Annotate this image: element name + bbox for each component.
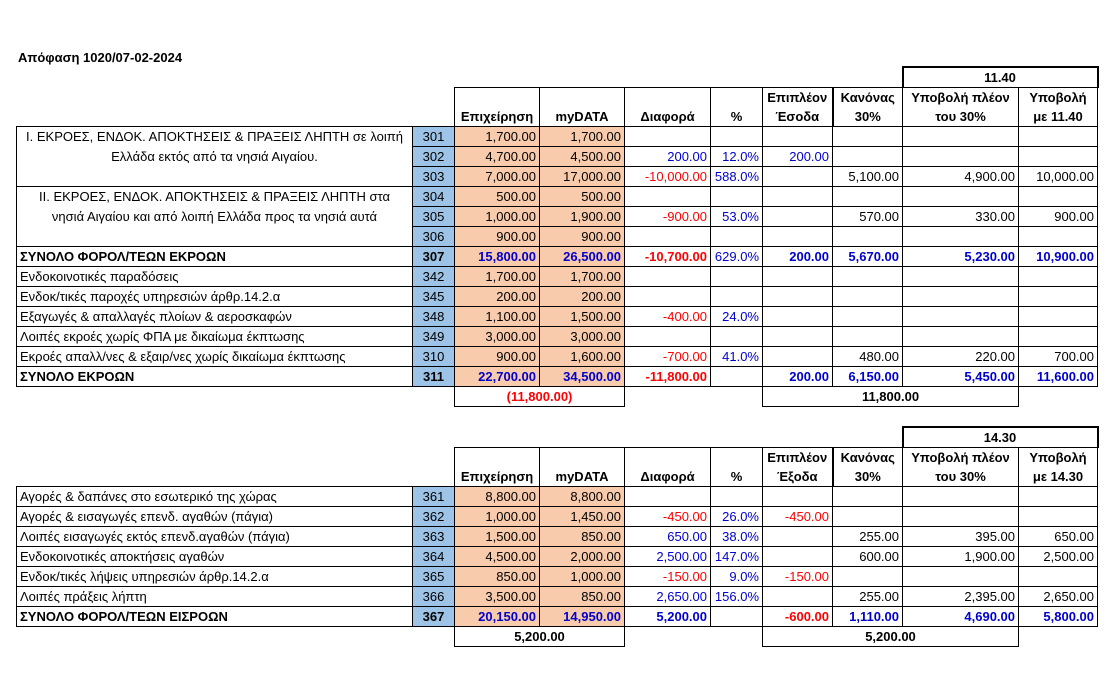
business-value: 3,500.00 xyxy=(455,587,540,607)
mydata-value: 1,450.00 xyxy=(540,507,625,527)
extra-value: 200.00 xyxy=(763,247,833,267)
row-code: 363 xyxy=(413,527,455,547)
row-description: Αγορές & εισαγωγές επενδ. αγαθών (πάγια) xyxy=(17,507,413,527)
table-row xyxy=(17,587,1098,607)
over30-value: 1,900.00 xyxy=(903,547,1019,567)
mydata-value: 1,600.00 xyxy=(540,347,625,367)
group-line-1: ΙΙ. ΕΚΡΟΕΣ, ΕΝΔΟΚ. ΑΠΟΚΤΗΣΕΙΣ & ΠΡΑΞΕΙΣ ΛΗΠΤΗ στα xyxy=(39,189,390,204)
submit-value xyxy=(1019,287,1098,307)
table-row xyxy=(17,547,1098,567)
row-code: 364 xyxy=(413,547,455,567)
difference-value: -150.00 xyxy=(625,567,711,587)
header-submit-top: Υποβολή xyxy=(1019,448,1098,468)
group-line-1: Ι. ΕΚΡΟΕΣ, ΕΝΔΟΚ. ΑΠΟΚΤΗΣΕΙΣ & ΠΡΑΞΕΙΣ ΛΗΠΤΗ σε λοιπή xyxy=(26,129,403,144)
over30-value: 330.00 xyxy=(903,207,1019,227)
difference-value: 650.00 xyxy=(625,527,711,547)
mydata-value: 17,000.00 xyxy=(540,167,625,187)
rule30-value: 570.00 xyxy=(833,207,903,227)
table-row xyxy=(17,527,1098,547)
extra-value xyxy=(763,587,833,607)
table-row xyxy=(17,507,1098,527)
mydata-value: 1,000.00 xyxy=(540,567,625,587)
business-value: 1,000.00 xyxy=(455,507,540,527)
percent-value xyxy=(711,327,763,347)
business-value: 15,800.00 xyxy=(455,247,540,267)
header-submit: με 11.40 xyxy=(1019,107,1098,127)
mydata-value: 14,950.00 xyxy=(540,607,625,627)
rate-row xyxy=(17,427,1098,448)
over30-value xyxy=(903,327,1019,347)
header-rule-top: Κανόνας xyxy=(833,448,903,468)
rule30-value xyxy=(833,567,903,587)
business-value: 22,700.00 xyxy=(455,367,540,387)
page-title: Απόφαση 1020/07-02-2024 xyxy=(18,50,183,65)
header-difference: Διαφορά xyxy=(625,107,711,127)
percent-value xyxy=(711,127,763,147)
extra-value: -450.00 xyxy=(763,507,833,527)
mydata-value: 850.00 xyxy=(540,527,625,547)
group-description xyxy=(17,187,413,247)
header-extra-top: Επιπλέον xyxy=(763,448,833,468)
submit-value xyxy=(1019,127,1098,147)
group-line-2: Ελλάδα εκτός από τα νησιά Αιγαίου. xyxy=(111,149,318,164)
extra-value: -150.00 xyxy=(763,567,833,587)
row-description: ΣΥΝΟΛΟ ΦΟΡΟΛ/ΤΕΩΝ ΕΙΣΡΟΩΝ xyxy=(17,607,413,627)
submit-value: 700.00 xyxy=(1019,347,1098,367)
header-extra: Έξοδα xyxy=(763,467,833,487)
footer-total: 5,200.00 xyxy=(763,627,1019,647)
row-code: 342 xyxy=(413,267,455,287)
row-code: 367 xyxy=(413,607,455,627)
submit-value xyxy=(1019,187,1098,207)
percent-value xyxy=(711,607,763,627)
submit-value xyxy=(1019,567,1098,587)
difference-value: -11,800.00 xyxy=(625,367,711,387)
table-row xyxy=(17,187,1098,207)
difference-value: -10,700.00 xyxy=(625,247,711,267)
submit-value: 5,800.00 xyxy=(1019,607,1098,627)
business-value: 3,000.00 xyxy=(455,327,540,347)
rule30-value xyxy=(833,267,903,287)
footer-total: 11,800.00 xyxy=(763,387,1019,407)
percent-value: 41.0% xyxy=(711,347,763,367)
difference-value xyxy=(625,267,711,287)
row-code: 366 xyxy=(413,587,455,607)
business-value: 200.00 xyxy=(455,287,540,307)
header-row-top xyxy=(17,448,1098,468)
header-extra: Έσοδα xyxy=(763,107,833,127)
mydata-value: 2,000.00 xyxy=(540,547,625,567)
business-value: 500.00 xyxy=(455,187,540,207)
over30-value xyxy=(903,187,1019,207)
rate-label: 14.30 xyxy=(903,427,1098,448)
row-description: Ενδοκ/τικές λήψεις υπηρεσιών άρθρ.14.2.α xyxy=(17,567,413,587)
over30-value xyxy=(903,307,1019,327)
over30-value xyxy=(903,227,1019,247)
difference-value: 2,500.00 xyxy=(625,547,711,567)
percent-value: 156.0% xyxy=(711,587,763,607)
over30-value xyxy=(903,267,1019,287)
extra-value: -600.00 xyxy=(763,607,833,627)
percent-value: 38.0% xyxy=(711,527,763,547)
over30-value xyxy=(903,567,1019,587)
row-description: Εξαγωγές & απαλλαγές πλοίων & αεροσκαφών xyxy=(17,307,413,327)
difference-value xyxy=(625,127,711,147)
mydata-value: 26,500.00 xyxy=(540,247,625,267)
over30-value xyxy=(903,127,1019,147)
percent-value: 24.0% xyxy=(711,307,763,327)
row-code: 304 xyxy=(413,187,455,207)
extra-value xyxy=(763,347,833,367)
header-business: Επιχείρηση xyxy=(455,467,540,487)
submit-value xyxy=(1019,327,1098,347)
rule30-value xyxy=(833,147,903,167)
submit-value: 10,900.00 xyxy=(1019,247,1098,267)
extra-value xyxy=(763,287,833,307)
mydata-value: 1,700.00 xyxy=(540,127,625,147)
business-value: 7,000.00 xyxy=(455,167,540,187)
difference-value: -700.00 xyxy=(625,347,711,367)
submit-value: 10,000.00 xyxy=(1019,167,1098,187)
row-description: Ενδοκ/τικές παροχές υπηρεσιών άρθρ.14.2.α xyxy=(17,287,413,307)
header-rule-top: Κανόνας xyxy=(833,88,903,108)
submit-value xyxy=(1019,307,1098,327)
header-submit-top: Υποβολή xyxy=(1019,88,1098,108)
percent-value: 12.0% xyxy=(711,147,763,167)
submit-value: 11,600.00 xyxy=(1019,367,1098,387)
over30-value: 5,450.00 xyxy=(903,367,1019,387)
row-description: Λοιπές εισαγωγές εκτός επενδ.αγαθών (πάγια) xyxy=(17,527,413,547)
over30-value: 220.00 xyxy=(903,347,1019,367)
extra-value: 200.00 xyxy=(763,367,833,387)
table-row xyxy=(17,247,1098,267)
percent-value: 147.0% xyxy=(711,547,763,567)
business-value: 1,100.00 xyxy=(455,307,540,327)
rule30-value xyxy=(833,287,903,307)
difference-value: -900.00 xyxy=(625,207,711,227)
business-value: 20,150.00 xyxy=(455,607,540,627)
rule30-value xyxy=(833,327,903,347)
submit-value xyxy=(1019,267,1098,287)
difference-value: 5,200.00 xyxy=(625,607,711,627)
business-value: 850.00 xyxy=(455,567,540,587)
over30-value xyxy=(903,147,1019,167)
header-mydata: myDATA xyxy=(540,107,625,127)
row-code: 348 xyxy=(413,307,455,327)
difference-value xyxy=(625,227,711,247)
percent-value xyxy=(711,287,763,307)
submit-value xyxy=(1019,507,1098,527)
header-rule: 30% xyxy=(833,467,903,487)
rule30-value xyxy=(833,507,903,527)
extra-value xyxy=(763,187,833,207)
submit-value: 900.00 xyxy=(1019,207,1098,227)
row-code: 361 xyxy=(413,487,455,507)
header-over: του 30% xyxy=(903,467,1019,487)
table-row xyxy=(17,367,1098,387)
footer-row xyxy=(17,387,1098,407)
submit-value xyxy=(1019,147,1098,167)
mydata-value: 200.00 xyxy=(540,287,625,307)
row-description: Λοιπές πράξεις λήπτη xyxy=(17,587,413,607)
over30-value: 4,690.00 xyxy=(903,607,1019,627)
rate-label: 11.40 xyxy=(903,67,1098,88)
business-value: 1,500.00 xyxy=(455,527,540,547)
row-description: Εκροές απαλλ/νες & εξαιρ/νες χωρίς δικαίωμα έκπτωσης xyxy=(17,347,413,367)
business-value: 1,700.00 xyxy=(455,267,540,287)
row-code: 302 xyxy=(413,147,455,167)
percent-value xyxy=(711,267,763,287)
mydata-value: 1,500.00 xyxy=(540,307,625,327)
business-value: 1,000.00 xyxy=(455,207,540,227)
row-code: 307 xyxy=(413,247,455,267)
rule30-value: 600.00 xyxy=(833,547,903,567)
submit-value: 2,500.00 xyxy=(1019,547,1098,567)
rule30-value xyxy=(833,127,903,147)
business-value: 900.00 xyxy=(455,347,540,367)
header-business: Επιχείρηση xyxy=(455,107,540,127)
row-description: ΣΥΝΟΛΟ ΦΟΡΟΛ/ΤΕΩΝ ΕΚΡΟΩΝ xyxy=(17,247,413,267)
footer-row xyxy=(17,627,1098,647)
mydata-value: 8,800.00 xyxy=(540,487,625,507)
business-value: 4,500.00 xyxy=(455,547,540,567)
header-over-top: Υποβολή πλέον xyxy=(903,88,1019,108)
over30-value: 2,395.00 xyxy=(903,587,1019,607)
header-difference: Διαφορά xyxy=(625,467,711,487)
extra-value xyxy=(763,547,833,567)
over30-value: 5,230.00 xyxy=(903,247,1019,267)
row-code: 311 xyxy=(413,367,455,387)
extra-value xyxy=(763,267,833,287)
group-description xyxy=(17,127,413,187)
footer-difference: 5,200.00 xyxy=(455,627,625,647)
percent-value xyxy=(711,367,763,387)
table-row xyxy=(17,347,1098,367)
row-code: 305 xyxy=(413,207,455,227)
header-percent: % xyxy=(711,467,763,487)
mydata-value: 4,500.00 xyxy=(540,147,625,167)
business-value: 8,800.00 xyxy=(455,487,540,507)
header-rule: 30% xyxy=(833,107,903,127)
percent-value: 9.0% xyxy=(711,567,763,587)
table-row xyxy=(17,567,1098,587)
difference-value xyxy=(625,287,711,307)
row-description: Ενδοκοινοτικές παραδόσεις xyxy=(17,267,413,287)
group-line-2: νησιά Αιγαίου και από λοιπή Ελλάδα προς τα νησιά αυτά xyxy=(51,209,378,224)
percent-value: 53.0% xyxy=(711,207,763,227)
rule30-value: 1,110.00 xyxy=(833,607,903,627)
submit-value xyxy=(1019,227,1098,247)
header-mydata: myDATA xyxy=(540,467,625,487)
difference-value: -400.00 xyxy=(625,307,711,327)
row-code: 306 xyxy=(413,227,455,247)
rule30-value: 255.00 xyxy=(833,527,903,547)
header-row-top xyxy=(17,88,1098,108)
extra-value xyxy=(763,127,833,147)
header-row-bottom xyxy=(17,107,1098,127)
footer-difference: (11,800.00) xyxy=(455,387,625,407)
table-row xyxy=(17,307,1098,327)
over30-value xyxy=(903,287,1019,307)
submit-value xyxy=(1019,487,1098,507)
percent-value xyxy=(711,227,763,247)
business-value: 1,700.00 xyxy=(455,127,540,147)
rule30-value: 6,150.00 xyxy=(833,367,903,387)
row-code: 365 xyxy=(413,567,455,587)
row-code: 310 xyxy=(413,347,455,367)
mydata-value: 500.00 xyxy=(540,187,625,207)
row-code: 345 xyxy=(413,287,455,307)
difference-value: 2,650.00 xyxy=(625,587,711,607)
business-value: 4,700.00 xyxy=(455,147,540,167)
table-row xyxy=(17,267,1098,287)
extra-value xyxy=(763,307,833,327)
mydata-value: 1,700.00 xyxy=(540,267,625,287)
mydata-value: 3,000.00 xyxy=(540,327,625,347)
extra-value xyxy=(763,487,833,507)
table-row xyxy=(17,607,1098,627)
row-description: Αγορές & δαπάνες στο εσωτερικό της χώρας xyxy=(17,487,413,507)
over30-value: 395.00 xyxy=(903,527,1019,547)
extra-value xyxy=(763,167,833,187)
header-over: του 30% xyxy=(903,107,1019,127)
difference-value: -450.00 xyxy=(625,507,711,527)
extra-value: 200.00 xyxy=(763,147,833,167)
difference-value: -10,000.00 xyxy=(625,167,711,187)
extra-value xyxy=(763,227,833,247)
table-row xyxy=(17,327,1098,347)
rule30-value: 255.00 xyxy=(833,587,903,607)
output-table xyxy=(16,66,1099,407)
rule30-value: 5,100.00 xyxy=(833,167,903,187)
difference-value xyxy=(625,187,711,207)
header-percent: % xyxy=(711,107,763,127)
submit-value: 650.00 xyxy=(1019,527,1098,547)
percent-value: 629.0% xyxy=(711,247,763,267)
mydata-value: 1,900.00 xyxy=(540,207,625,227)
rule30-value: 480.00 xyxy=(833,347,903,367)
percent-value: 588.0% xyxy=(711,167,763,187)
extra-value xyxy=(763,207,833,227)
row-code: 349 xyxy=(413,327,455,347)
rate-row xyxy=(17,67,1098,88)
header-over-top: Υποβολή πλέον xyxy=(903,448,1019,468)
mydata-value: 34,500.00 xyxy=(540,367,625,387)
header-extra-top: Επιπλέον xyxy=(763,88,833,108)
difference-value xyxy=(625,487,711,507)
header-submit: με 14.30 xyxy=(1019,467,1098,487)
over30-value: 4,900.00 xyxy=(903,167,1019,187)
header-row-bottom xyxy=(17,467,1098,487)
over30-value xyxy=(903,507,1019,527)
table-row xyxy=(17,287,1098,307)
row-description: ΣΥΝΟΛΟ ΕΚΡΟΩΝ xyxy=(17,367,413,387)
mydata-value: 850.00 xyxy=(540,587,625,607)
row-code: 301 xyxy=(413,127,455,147)
table-row xyxy=(17,487,1098,507)
percent-value xyxy=(711,187,763,207)
rule30-value xyxy=(833,307,903,327)
percent-value xyxy=(711,487,763,507)
extra-value xyxy=(763,327,833,347)
business-value: 900.00 xyxy=(455,227,540,247)
rule30-value xyxy=(833,487,903,507)
input-table xyxy=(16,426,1099,647)
rule30-value: 5,670.00 xyxy=(833,247,903,267)
row-description: Ενδοκοινοτικές αποκτήσεις αγαθών xyxy=(17,547,413,567)
difference-value xyxy=(625,327,711,347)
percent-value: 26.0% xyxy=(711,507,763,527)
rule30-value xyxy=(833,187,903,207)
row-description: Λοιπές εκροές χωρίς ΦΠΑ με δικαίωμα έκπτωσης xyxy=(17,327,413,347)
row-code: 303 xyxy=(413,167,455,187)
difference-value: 200.00 xyxy=(625,147,711,167)
rule30-value xyxy=(833,227,903,247)
row-code: 362 xyxy=(413,507,455,527)
mydata-value: 900.00 xyxy=(540,227,625,247)
table-row xyxy=(17,127,1098,147)
extra-value xyxy=(763,527,833,547)
over30-value xyxy=(903,487,1019,507)
submit-value: 2,650.00 xyxy=(1019,587,1098,607)
